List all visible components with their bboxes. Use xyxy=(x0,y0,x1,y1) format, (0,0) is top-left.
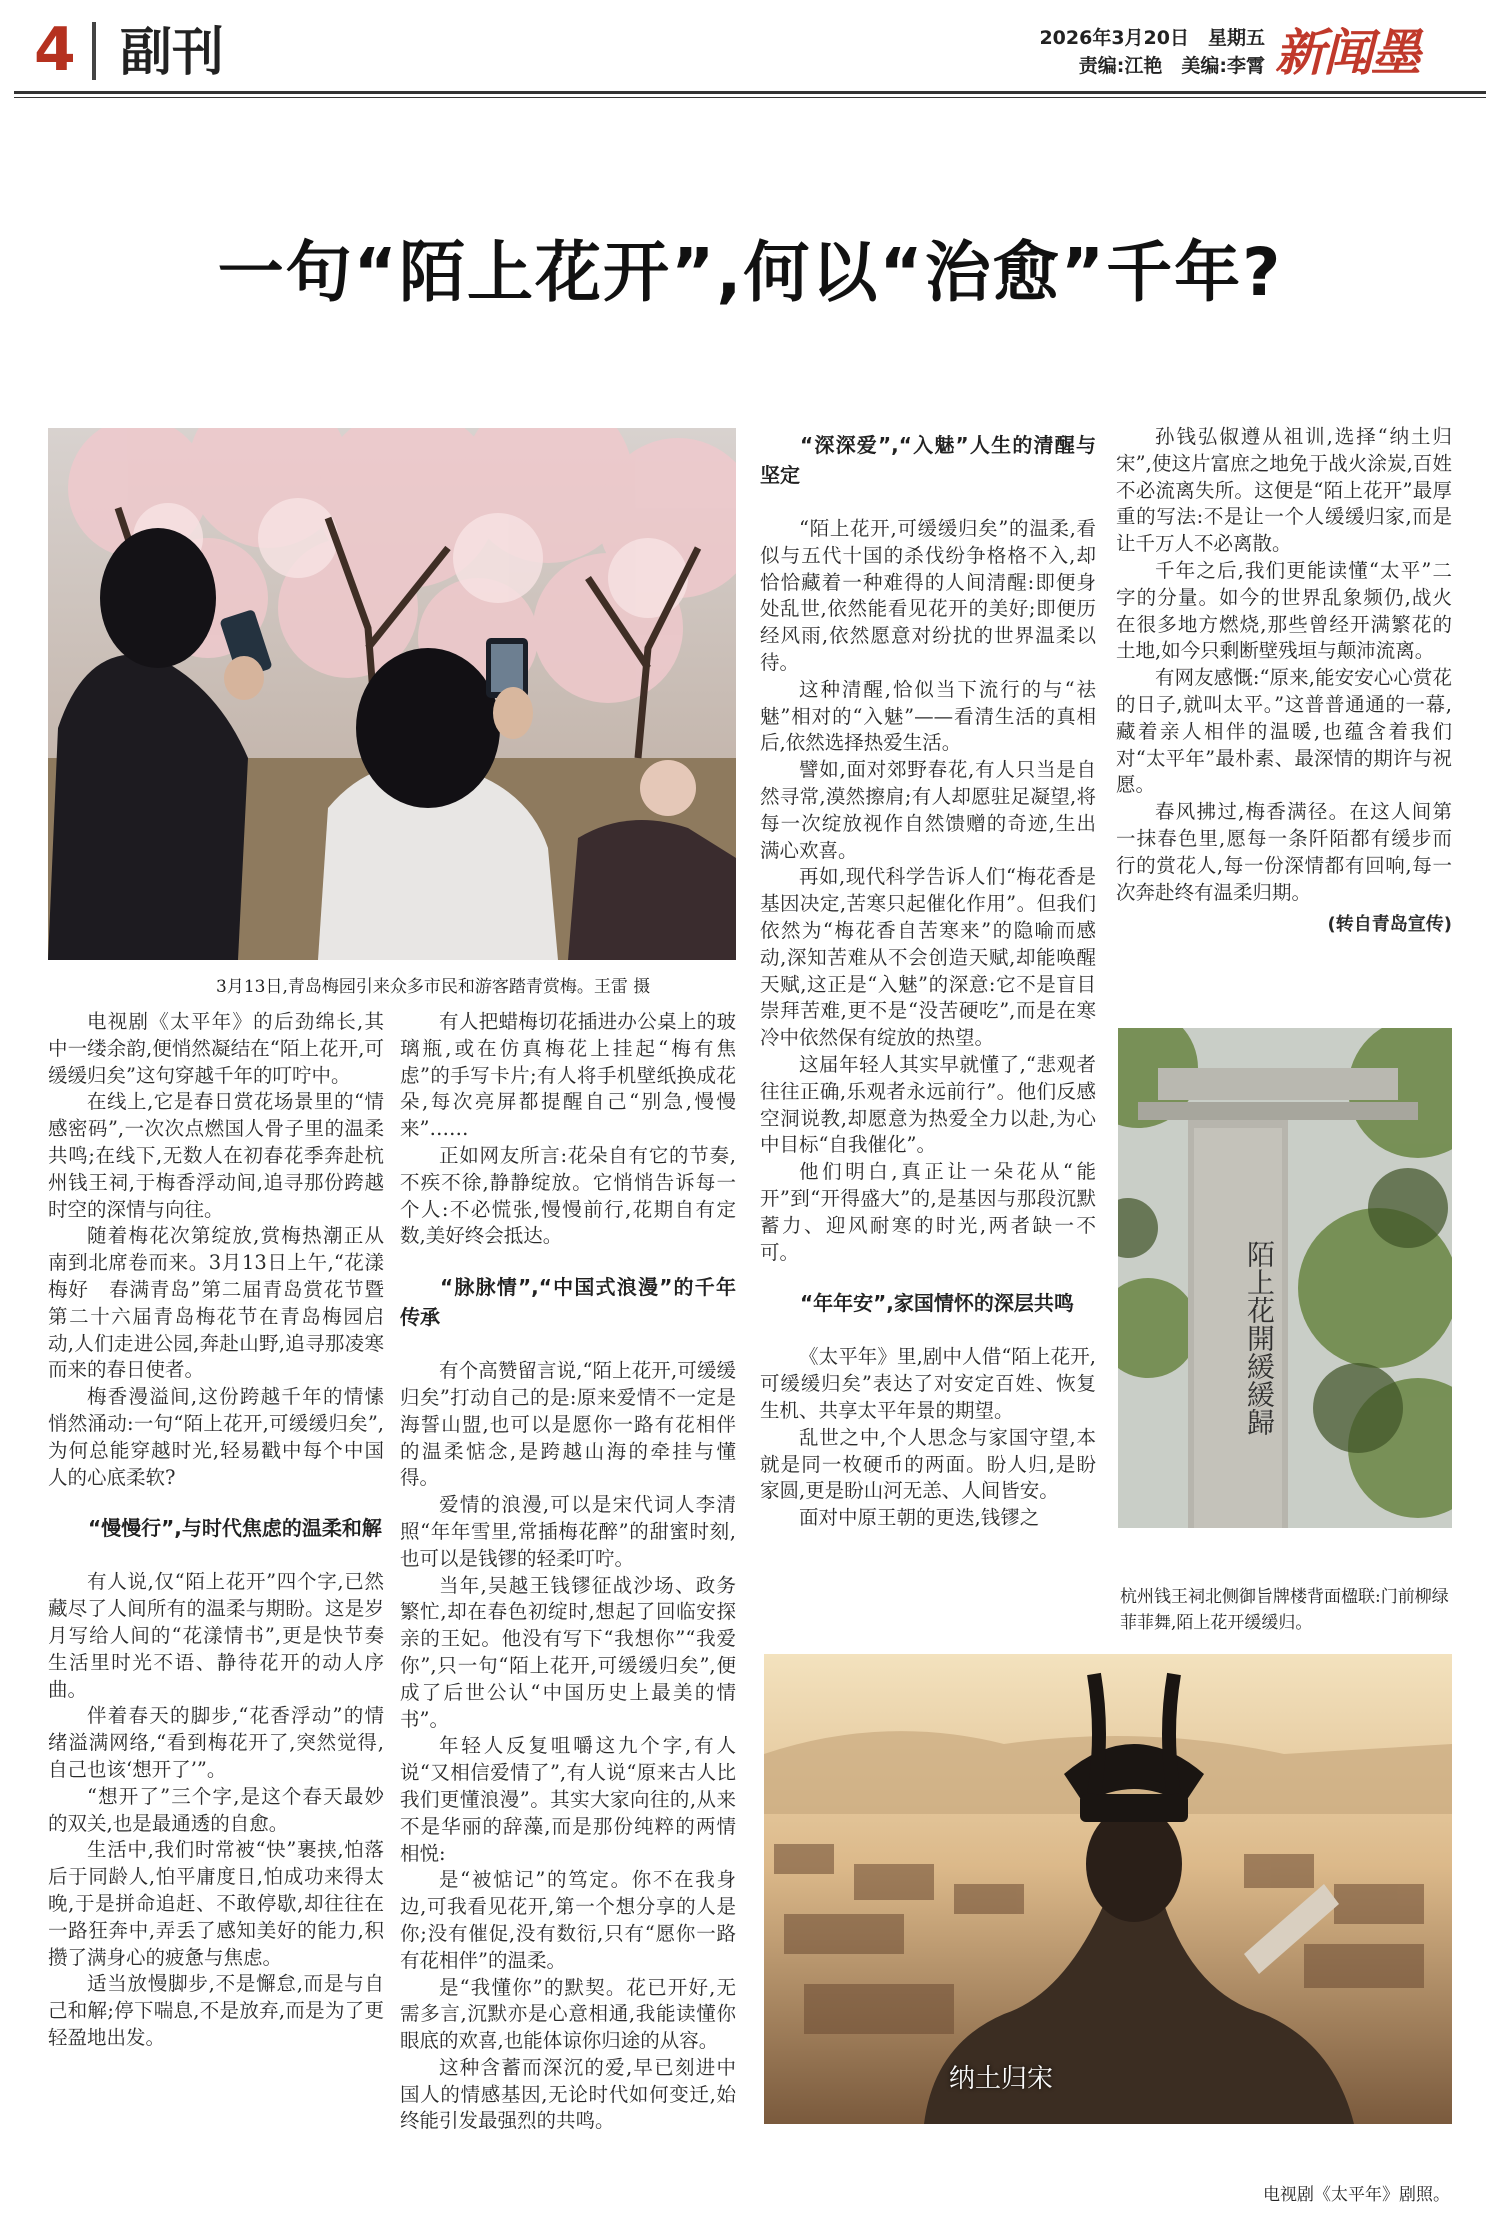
paragraph: 梅香漫溢间,这份跨越千年的情愫悄然涌动:一句“陌上花开,可缓缓归矣”,为何总能穿越时光,轻易戳中每个中国人的心底柔软? xyxy=(48,1385,384,1489)
plum-garden-illustration xyxy=(48,428,736,960)
paragraph: 面对中原王朝的更迭,钱镠之 xyxy=(799,1506,1040,1530)
paragraph: 年轻人反复咀嚼这九个字,有人说“又相信爱情了”,有人说“原来古人比我们更懂浪漫”。其实大家向往的,从来不是华丽的辞藻,而是那份纯粹的两情相悦: xyxy=(400,1734,736,1865)
paragraph: 适当放慢脚步,不是懈怠,而是与自己和解;停下喘息,不是放弃,而是为了更轻盈地出发。 xyxy=(48,1972,384,2049)
newspaper-logo: 新闻墨 xyxy=(1275,23,1419,82)
plum-garden-photo xyxy=(48,428,736,960)
subheading: “深深爱”,“入魅”人生的清醒与坚定 xyxy=(760,433,1096,487)
paragraph: 有网友感慨:“原来,能安安心心赏花的日子,就叫太平。”这普普通通的一幕,藏着亲人相伴的温暖,也蕴含着我们对“太平年”最朴素、最深情的期许与祝愿。 xyxy=(1116,666,1452,797)
masthead-rule-thin xyxy=(14,97,1486,98)
paragraph: 这种清醒,恰似当下流行的与“祛魅”相对的“入魅”——看清生活的真相后,依然选择热爱生活。 xyxy=(760,677,1096,755)
subheading: “脉脉情”,“中国式浪漫”的千年传承 xyxy=(400,1275,736,1330)
paragraph: 春风拂过,梅香满径。在这人间第一抹春色里,愿每一条阡陌都有缓步而行的赏花人,每一份深情都有回响,每一次奔赴终有温柔归期。 xyxy=(1116,800,1452,904)
paragraph: 是“被惦记”的笃定。你不在我身边,可我看见花开,第一个想分享的人是你;没有催促,没有数衍,只有“愿你一路有花相伴”的温柔。 xyxy=(400,1868,736,1972)
paragraph: 电视剧《太平年》的后劲绵长,其中一缕余韵,便悄然凝结在“陌上花开,可缓缓归矣”这句穿越千年的叮咛中。 xyxy=(48,1010,384,1087)
article-column-4 xyxy=(1116,424,1452,939)
drama-caption: 电视剧《太平年》剧照。 xyxy=(1263,2185,1450,2205)
paragraph: “想开了”三个字,是这个春天最妙的双关,也是最通透的自愈。 xyxy=(48,1784,384,1835)
paragraph: 千年之后,我们更能读懂“太平”二字的分量。如今的世界乱象频仍,战火在很多地方燃烧,那些曾经开满繁花的土地,如今只剩断壁残垣与颠沛流离。 xyxy=(1116,558,1452,663)
paragraph: 当年,吴越王钱镠征战沙场、政务繁忙,却在春色初绽时,想起了回临安探亲的王妃。他没有写下“我想你”“我爱你”,只一句“陌上花开,可缓缓归矣”,便成了后世公认“中国历史上最美的情书”。 xyxy=(400,1573,736,1731)
archway-photo xyxy=(1118,1028,1452,1528)
paragraph: 正如网友所言:花朵自有它的节奏,不疾不徐,静静绽放。它悄悄告诉每一个人:不必慌张,慢慢前行,花期自有定数,美好终会抵达。 xyxy=(400,1143,736,1248)
article-source: (转自青岛宣传) xyxy=(1327,914,1452,936)
section-title: 副刊 xyxy=(120,23,225,83)
paragraph: 《太平年》里,剧中人借“陌上花开,可缓缓归矣”表达了对安定百姓、恢复生机、共享太平年景的期望。 xyxy=(760,1345,1096,1422)
article-headline: 一句“陌上花开”,何以“治愈”千年? xyxy=(217,234,1283,311)
paragraph: 再如,现代科学告诉人们“梅花香是基因决定,苦寒只起催化作用”。但我们依然为“梅花香自苦寒来”的隐喻而感动,深知苦难从不会创造天赋,却能唤醒天赋,这正是“入魅”的深意:它不是盲目崇拜苦难,更不是“没苦硬吃”,而是在寒冷中依然保有绽放的热望。 xyxy=(760,865,1096,1050)
drama-subtitle: 纳土归宋 xyxy=(949,2064,1054,2094)
paragraph: 这届年轻人其实早就懂了,“悲观者往往正确,乐观者永远前行”。他们反感空洞说教,却愿意为热爱全力以赴,为心中目标“自我催化”。 xyxy=(760,1052,1096,1157)
plum-photo-caption: 3月13日,青岛梅园引来众多市民和游客踏青赏梅。王雷 摄 xyxy=(216,977,651,997)
drama-still-photo xyxy=(764,1654,1452,2124)
masthead-divider xyxy=(92,22,96,80)
page-number: 4 xyxy=(34,15,76,85)
paragraph: 生活中,我们时常被“快”裹挟,怕落后于同龄人,怕平庸度日,怕成功来得太晚,于是拼命追赶、不敢停歇,却往往在一路狂奔中,弄丢了感知美好的能力,积攒了满身心的疲惫与焦虑。 xyxy=(48,1838,384,1969)
article-column-2 xyxy=(400,1009,736,2135)
paragraph: 是“我懂你”的默契。花已开好,无需多言,沉默亦是心意相通,我能读懂你眼底的欢喜,也能体谅你归途的从容。 xyxy=(400,1975,736,2053)
subheading: “慢慢行”,与时代焦虑的温柔和解 xyxy=(88,1516,382,1541)
paragraph: 譬如,面对郊野春花,有人只当是自然寻常,漠然擦肩;有人却愿驻足凝望,将每一次绽放视作自然馈赠的奇迹,生出满心欢喜。 xyxy=(760,758,1096,862)
editors-credit: 责编:江艳 美编:李霄 xyxy=(1078,55,1265,77)
paragraph: 他们明白,真正让一朵花从“能开”到“开得盛大”的,是基因与那段沉默蓄力、迎风耐寒的时光,两者缺一不可。 xyxy=(760,1160,1096,1264)
archway-caption: 杭州钱王祠北侧御旨牌楼背面楹联:门前柳绿菲菲舞,陌上花开缓缓归。 xyxy=(1120,1587,1449,1633)
paragraph: 在线上,它是春日赏花场景里的“情感密码”,一次次点燃国人骨子里的温柔共鸣;在线下,无数人在初春花季奔赴杭州钱王祠,于梅香浮动间,追寻那份跨越时空的深情与向往。 xyxy=(48,1090,384,1221)
paragraph: 有人把蜡梅切花插进办公桌上的玻璃瓶,或在仿真梅花上挂起“梅有焦虑”的手写卡片;有人将手机壁纸换成花朵,每次亮屏都提醒自己“别急,慢慢来”…… xyxy=(400,1010,736,1141)
paragraph: 孙钱弘俶遵从祖训,选择“纳土归宋”,使这片富庶之地免于战火涂炭,百姓不必流离失所。这便是“陌上花开”最厚重的写法:不是让一个人缓缓归家,而是让千万人不必离散。 xyxy=(1116,425,1452,556)
archway-illustration xyxy=(1118,1028,1452,1528)
paragraph: “陌上花开,可缓缓归矣”的温柔,看似与五代十国的杀伐纷争格格不入,却恰恰藏着一种难得的人间清醒:即便身处乱世,依然能看见花开的美好;即便历经风雨,依然愿意对纷扰的世界温柔以待。 xyxy=(760,517,1096,674)
paragraph: 有人说,仅“陌上花开”四个字,已然藏尽了人间所有的温柔与期盼。这是岁月写给人间的“花漾情书”,更是快节奏生活里时光不语、静待花开的动人序曲。 xyxy=(48,1570,384,1701)
paragraph: 有个高赞留言说,“陌上花开,可缓缓归矣”打动自己的是:原来爱情不一定是海誓山盟,也可以是愿你一路有花相伴的温柔惦念,是跨越山海的牵挂与懂得。 xyxy=(400,1359,736,1490)
drama-still-illustration xyxy=(764,1654,1452,2124)
paragraph: 伴着春天的脚步,“花香浮动”的情绪溢满网络,“看到梅花开了,突然觉得,自己也该‘想开了’”。 xyxy=(48,1704,384,1781)
paragraph: 乱世之中,个人思念与家国守望,本就是同一枚硬币的两面。盼人归,是盼家圆,更是盼山河无恙、人间皆安。 xyxy=(760,1425,1096,1503)
paragraph: 随着梅花次第绽放,赏梅热潮正从南到北席卷而来。3月13日上午,“花漾梅好 春满青岛”第二届青岛赏花节暨第二十六届青岛梅花节在青岛梅园启动,人们走进公园,奔赴山野,追寻那凌寒而来的春日使者。 xyxy=(48,1224,384,1382)
paragraph: 这种含蓄而深沉的爱,早已刻进中国人的情感基因,无论时代如何变迁,始终能引发最强烈的共鸣。 xyxy=(400,2055,736,2133)
masthead-rule xyxy=(14,91,1486,94)
article-column-3 xyxy=(760,430,1096,1532)
dateline xyxy=(1039,24,1265,80)
subheading: “年年安”,家国情怀的深层共鸣 xyxy=(800,1291,1074,1316)
paragraph: 爱情的浪漫,可以是宋代词人李清照“年年雪里,常插梅花醉”的甜蜜时刻,也可以是钱镠的轻柔叮咛。 xyxy=(400,1493,736,1570)
issue-date: 2026年3月20日 星期五 xyxy=(1039,27,1265,49)
article-column-1 xyxy=(48,1009,384,2052)
archway-inscription: 陌上花開緩緩歸 xyxy=(1243,1240,1276,1436)
